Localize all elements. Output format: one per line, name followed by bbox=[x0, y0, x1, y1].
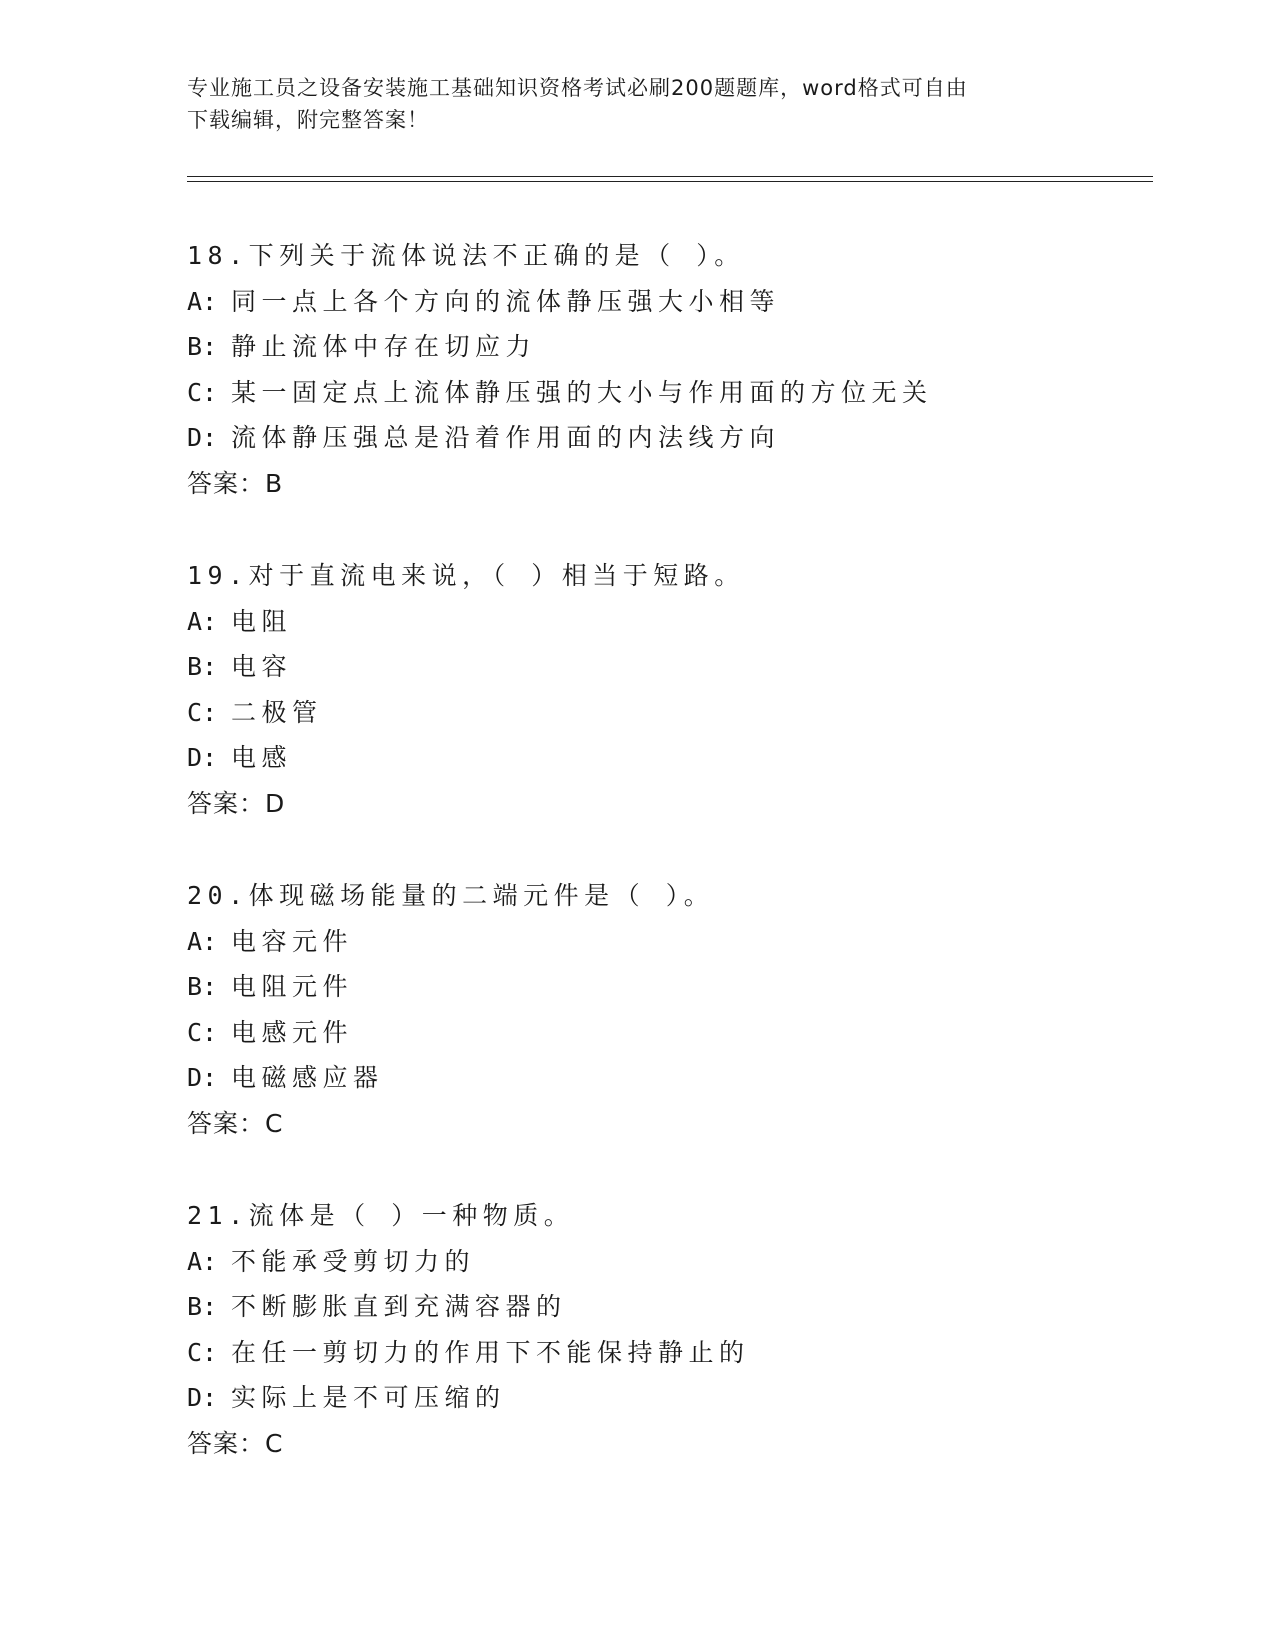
header-line-2: 下载编辑，附完整答案！ bbox=[187, 108, 429, 132]
question-stem: 18.下列关于流体说法不正确的是（ ）。 bbox=[187, 241, 745, 270]
header-divider-bottom bbox=[187, 181, 1153, 182]
option-text: 静止流体中存在切应力 bbox=[231, 332, 537, 361]
option-text: 电感 bbox=[231, 743, 293, 772]
option-letter: A: bbox=[187, 606, 218, 636]
answer-line: 答案：C bbox=[187, 1108, 284, 1138]
option-a bbox=[187, 919, 1187, 965]
option-text: 电阻 bbox=[231, 606, 293, 636]
option-text: 实际上是不可压缩的 bbox=[231, 1383, 506, 1412]
question-20 bbox=[187, 873, 1187, 1146]
option-text: 电容元件 bbox=[231, 926, 354, 956]
option-a bbox=[187, 599, 1187, 645]
option-letter: C: bbox=[187, 1337, 218, 1367]
option-d bbox=[187, 735, 1187, 781]
header-line-1: 专业施工员之设备安装施工基础知识资格考试必刷200题题库，word格式可自由 bbox=[187, 76, 968, 100]
option-a bbox=[187, 1239, 1187, 1285]
question-stem: 20.体现磁场能量的二端元件是（ ）。 bbox=[187, 881, 715, 910]
option-text: 电容 bbox=[231, 652, 293, 681]
option-letter: D: bbox=[187, 1063, 218, 1092]
option-b bbox=[187, 644, 1187, 690]
answer-line: 答案：B bbox=[187, 468, 284, 498]
option-c bbox=[187, 1010, 1187, 1056]
option-text: 二极管 bbox=[231, 697, 323, 727]
option-letter: C: bbox=[187, 377, 218, 407]
question-list bbox=[187, 233, 1187, 1513]
document-header bbox=[187, 72, 1087, 136]
option-text: 不断膨胀直到充满容器的 bbox=[231, 1292, 567, 1321]
option-a bbox=[187, 279, 1187, 325]
option-d bbox=[187, 415, 1187, 461]
option-text: 某一固定点上流体静压强的大小与作用面的方位无关 bbox=[231, 377, 933, 407]
question-stem: 21.流体是（ ）一种物质。 bbox=[187, 1201, 575, 1230]
option-d bbox=[187, 1055, 1187, 1101]
option-text: 流体静压强总是沿着作用面的内法线方向 bbox=[231, 423, 781, 452]
option-text: 电阻元件 bbox=[231, 972, 354, 1001]
option-letter: B: bbox=[187, 652, 218, 681]
option-text: 电磁感应器 bbox=[231, 1063, 384, 1092]
option-letter: C: bbox=[187, 1017, 218, 1047]
option-c bbox=[187, 370, 1187, 416]
option-letter: A: bbox=[187, 1246, 218, 1276]
option-letter: D: bbox=[187, 1383, 218, 1412]
question-stem: 19.对于直流电来说，（ ）相当于短路。 bbox=[187, 561, 745, 590]
question-21 bbox=[187, 1193, 1187, 1466]
option-text: 同一点上各个方向的流体静压强大小相等 bbox=[231, 286, 781, 316]
header-divider-top bbox=[187, 176, 1153, 177]
option-letter: B: bbox=[187, 1292, 218, 1321]
question-18 bbox=[187, 233, 1187, 506]
option-letter: A: bbox=[187, 286, 218, 316]
option-d bbox=[187, 1375, 1187, 1421]
option-text: 不能承受剪切力的 bbox=[231, 1246, 476, 1276]
option-letter: C: bbox=[187, 697, 218, 727]
option-text: 在任一剪切力的作用下不能保持静止的 bbox=[231, 1337, 750, 1367]
option-letter: A: bbox=[187, 926, 218, 956]
answer-line: 答案：C bbox=[187, 1428, 284, 1458]
answer-line: 答案：D bbox=[187, 788, 286, 818]
option-b bbox=[187, 964, 1187, 1010]
option-b bbox=[187, 324, 1187, 370]
option-letter: B: bbox=[187, 972, 218, 1001]
option-text: 电感元件 bbox=[231, 1017, 354, 1047]
question-19 bbox=[187, 553, 1187, 826]
option-c bbox=[187, 1330, 1187, 1376]
option-letter: B: bbox=[187, 332, 218, 361]
option-letter: D: bbox=[187, 423, 218, 452]
option-letter: D: bbox=[187, 743, 218, 772]
option-b bbox=[187, 1284, 1187, 1330]
option-c bbox=[187, 690, 1187, 736]
